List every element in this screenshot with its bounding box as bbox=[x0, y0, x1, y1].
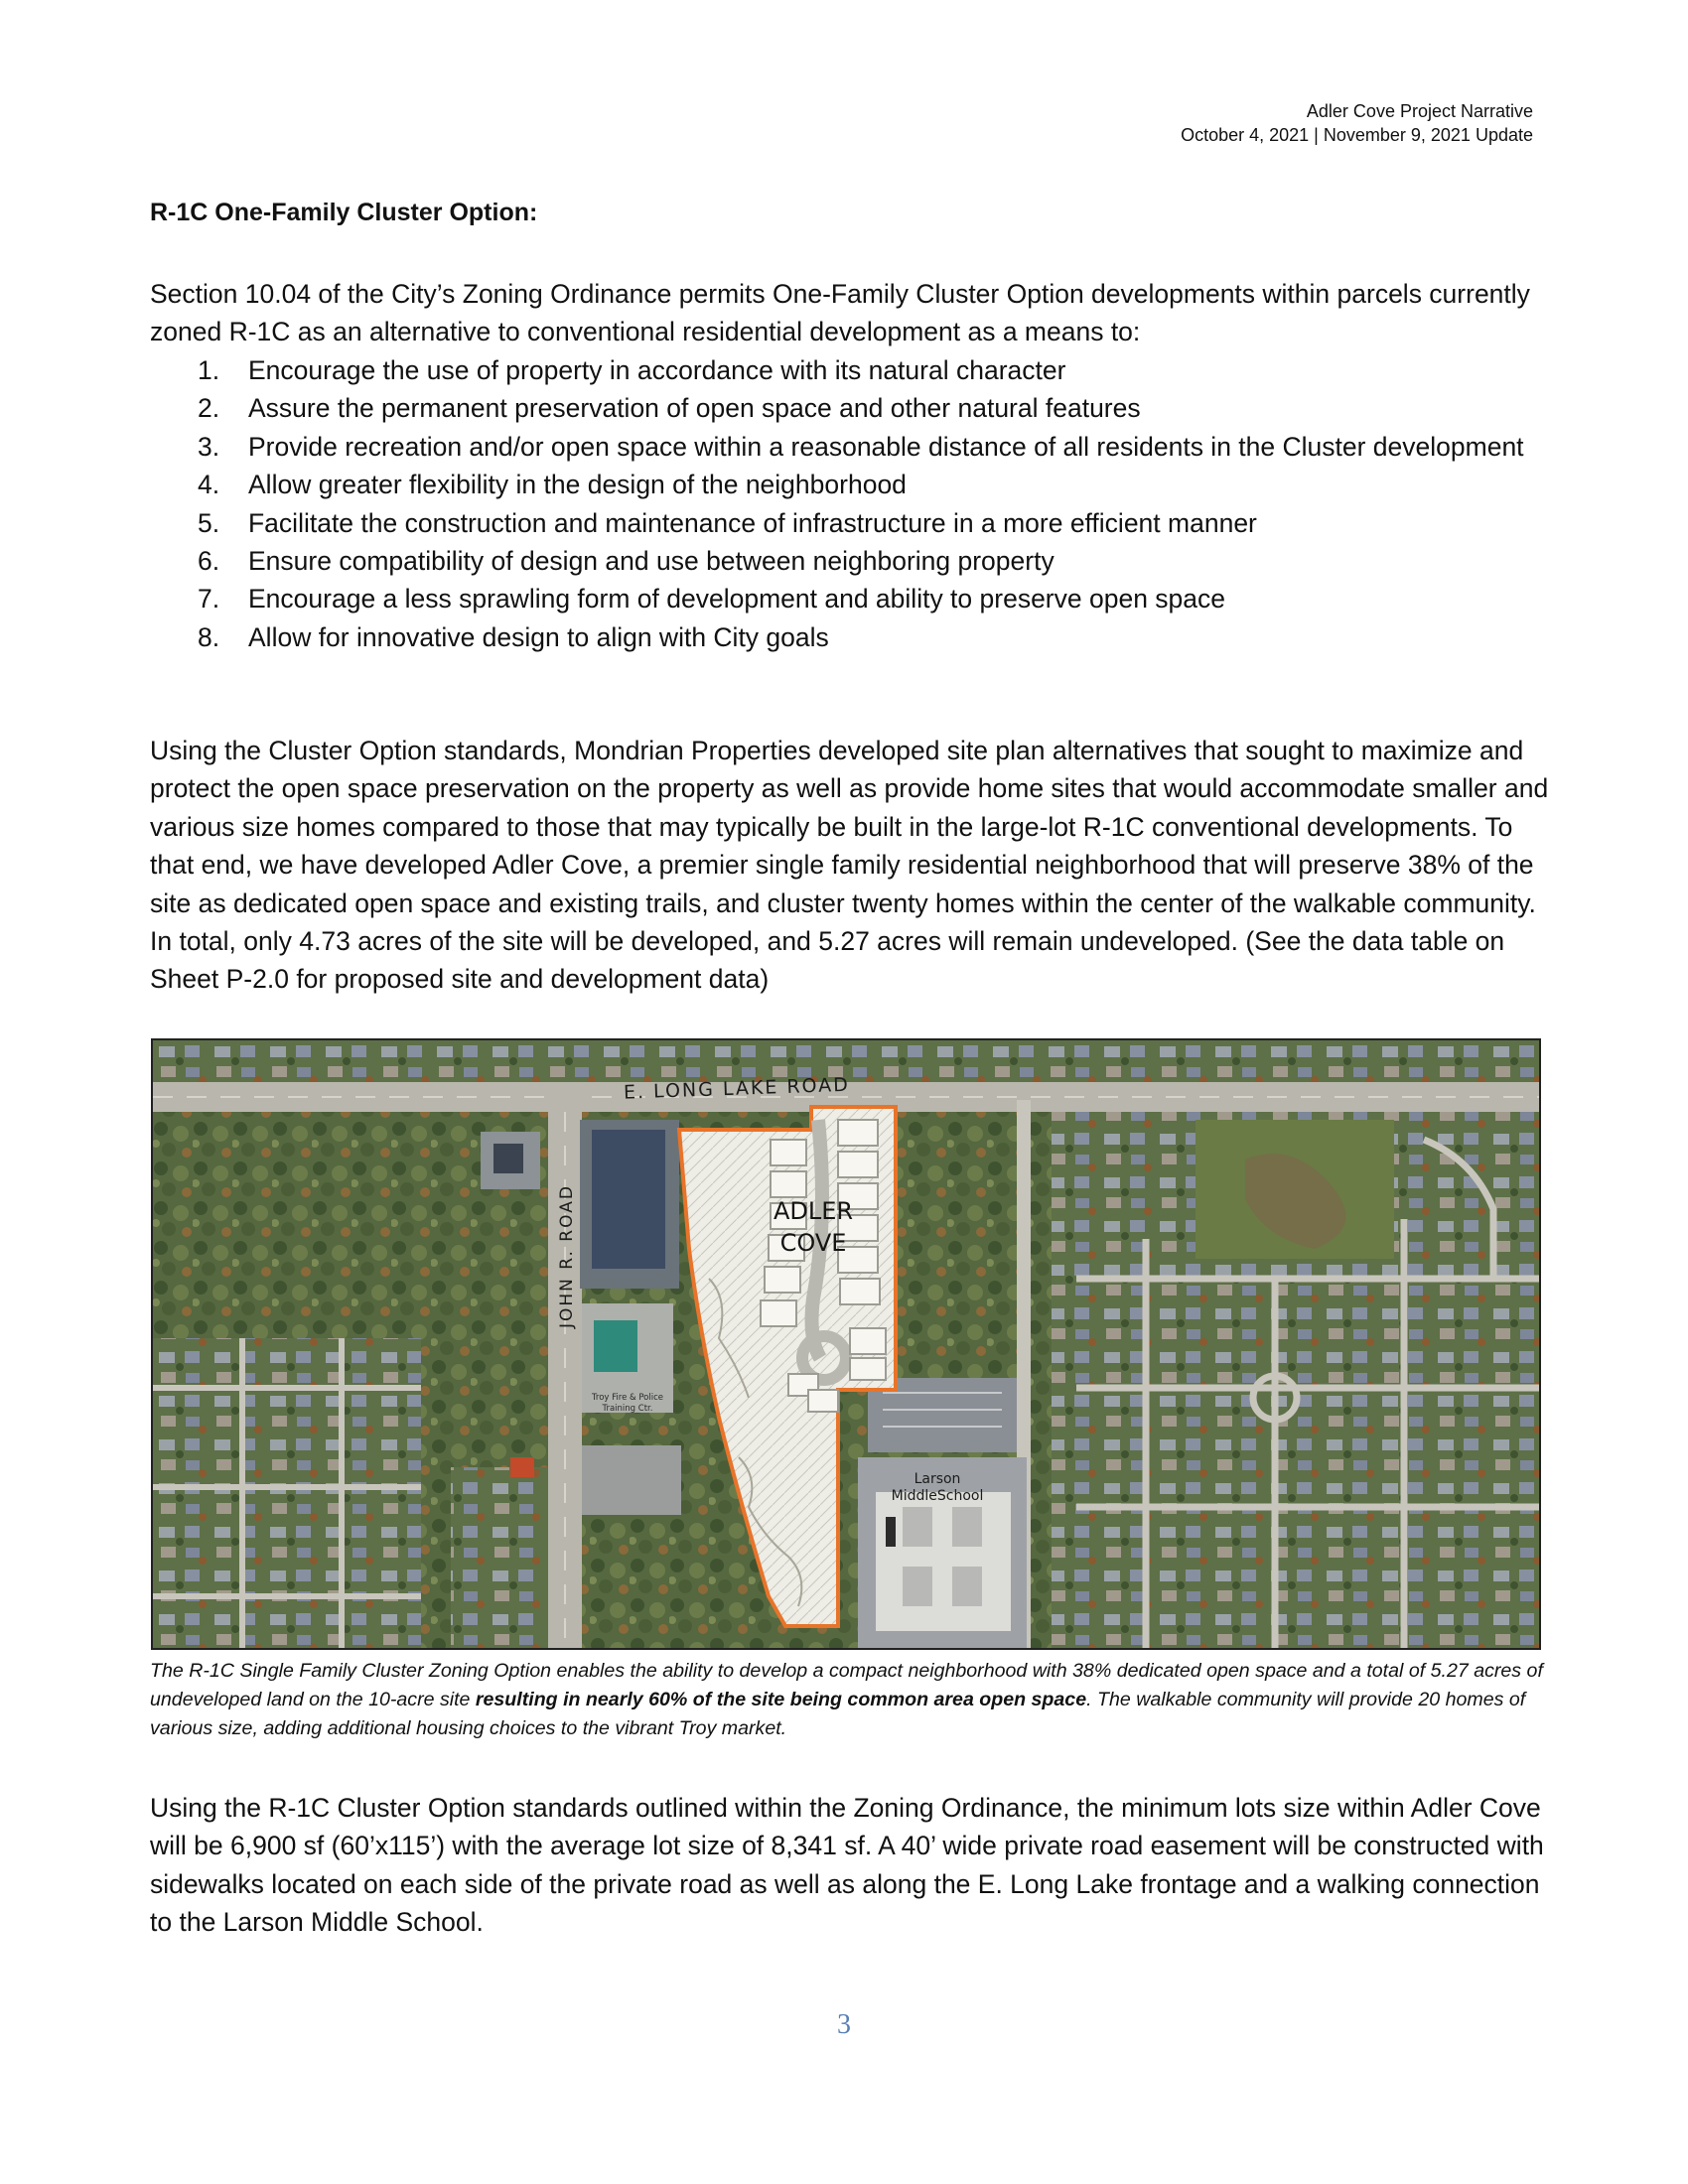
section-heading: R-1C One-Family Cluster Option: bbox=[150, 199, 538, 226]
list-number: 6. bbox=[198, 546, 220, 577]
caption-part2: . The walkable community will provide 20 homes of various size, adding additional housing choices to the vibrant Troy market. bbox=[150, 1689, 1526, 1739]
header-dates: October 4, 2021 | November 9, 2021 Update bbox=[1181, 125, 1533, 145]
list-item bbox=[150, 351, 1540, 389]
list-number: 8. bbox=[198, 621, 220, 652]
label-school-line1: Larson bbox=[914, 1471, 961, 1487]
list-text: Encourage a less sprawling form of development and ability to preserve open space bbox=[248, 584, 1226, 614]
label-john-r-road: JOHN R. ROAD bbox=[557, 1184, 577, 1328]
list-item bbox=[150, 542, 1540, 580]
list-text: Allow greater flexibility in the design of the neighborhood bbox=[248, 470, 907, 500]
label-site-line2: COVE bbox=[779, 1229, 847, 1257]
list-item bbox=[150, 580, 1540, 617]
page-header bbox=[1181, 99, 1533, 147]
header-project-title: Adler Cove Project Narrative bbox=[1306, 101, 1533, 121]
list-item bbox=[150, 504, 1540, 542]
page-number: 3 bbox=[837, 2009, 851, 2040]
list-number: 3. bbox=[198, 431, 220, 462]
list-text: Facilitate the construction and maintenance of infrastructure in a more efficient manner bbox=[248, 507, 1257, 538]
list-text: Provide recreation and/or open space within a reasonable distance of all residents in the Cluster development bbox=[248, 431, 1524, 462]
aerial-site-map bbox=[151, 1038, 1541, 1650]
list-number: 2. bbox=[198, 393, 220, 424]
list-item bbox=[150, 618, 1540, 656]
list-item bbox=[150, 466, 1540, 503]
label-site-line1: ADLER bbox=[773, 1197, 854, 1225]
list-text: Encourage the use of property in accordance with its natural character bbox=[248, 355, 1066, 385]
caption-bold: resulting in nearly 60% of the site being common area open space bbox=[475, 1689, 1087, 1710]
list-number: 5. bbox=[198, 507, 220, 538]
label-troy-line2: Training Ctr. bbox=[602, 1404, 653, 1414]
list-number: 4. bbox=[198, 470, 220, 500]
site-plan-paragraph: Using the Cluster Option standards, Mondrian Properties developed site plan alternatives that sought to maximize and protect the open space preservation on the property as well as provide home sites that would accommodate smaller and various size homes compared to those that may typically be built in the large-lot R-1C conventional developments. To that end, we have developed Adler Cove, a premier single family residential neighborhood that will preserve 38% of the site as dedicated open space and existing trails, and cluster twenty homes within the center of the walkable community. In total, only 4.73 acres of the site will be developed, and 5.27 acres will remain undeveloped. (See the data table on Sheet P-2.0 for proposed site and development data) bbox=[150, 736, 1549, 995]
label-troy-line1: Troy Fire & Police bbox=[591, 1393, 664, 1403]
caption-part1: The R-1C Single Family Cluster Zoning Option enables the ability to develop a compact neighborhood with 38% dedicated open space and a total of 5.27 acres of undeveloped land on the 10-acre site bbox=[150, 1660, 1543, 1710]
aerial-map-graphic bbox=[153, 1040, 1539, 1648]
list-text: Ensure compatibility of design and use between neighboring property bbox=[248, 546, 1055, 577]
list-text: Allow for innovative design to align with City goals bbox=[248, 621, 829, 652]
list-number: 7. bbox=[198, 584, 220, 614]
lot-size-paragraph: Using the R-1C Cluster Option standards outlined within the Zoning Ordinance, the minimum lots size within Adler Cove will be 6,900 sf (60’x115’) with the average lot size of 8,341 sf. A 40’ wide private road easement will be constructed with sidewalks located on each side of the private road as well as along the E. Long Lake frontage and a walking connection to the Larson Middle School. bbox=[150, 1793, 1544, 1938]
list-item bbox=[150, 389, 1540, 427]
list-number: 1. bbox=[198, 355, 220, 385]
label-long-lake-road: E. LONG LAKE ROAD bbox=[623, 1073, 851, 1104]
reasons-list bbox=[150, 351, 1540, 656]
list-text: Assure the permanent preservation of open space and other natural features bbox=[248, 393, 1141, 424]
label-school-line2: MiddleSchool bbox=[891, 1488, 984, 1504]
list-item bbox=[150, 428, 1540, 466]
map-caption bbox=[150, 1657, 1560, 1743]
intro-paragraph: Section 10.04 of the City’s Zoning Ordinance permits One-Family Cluster Option developments within parcels currently zoned R-1C as an alternative to conventional residential development as a means to: bbox=[150, 279, 1530, 347]
